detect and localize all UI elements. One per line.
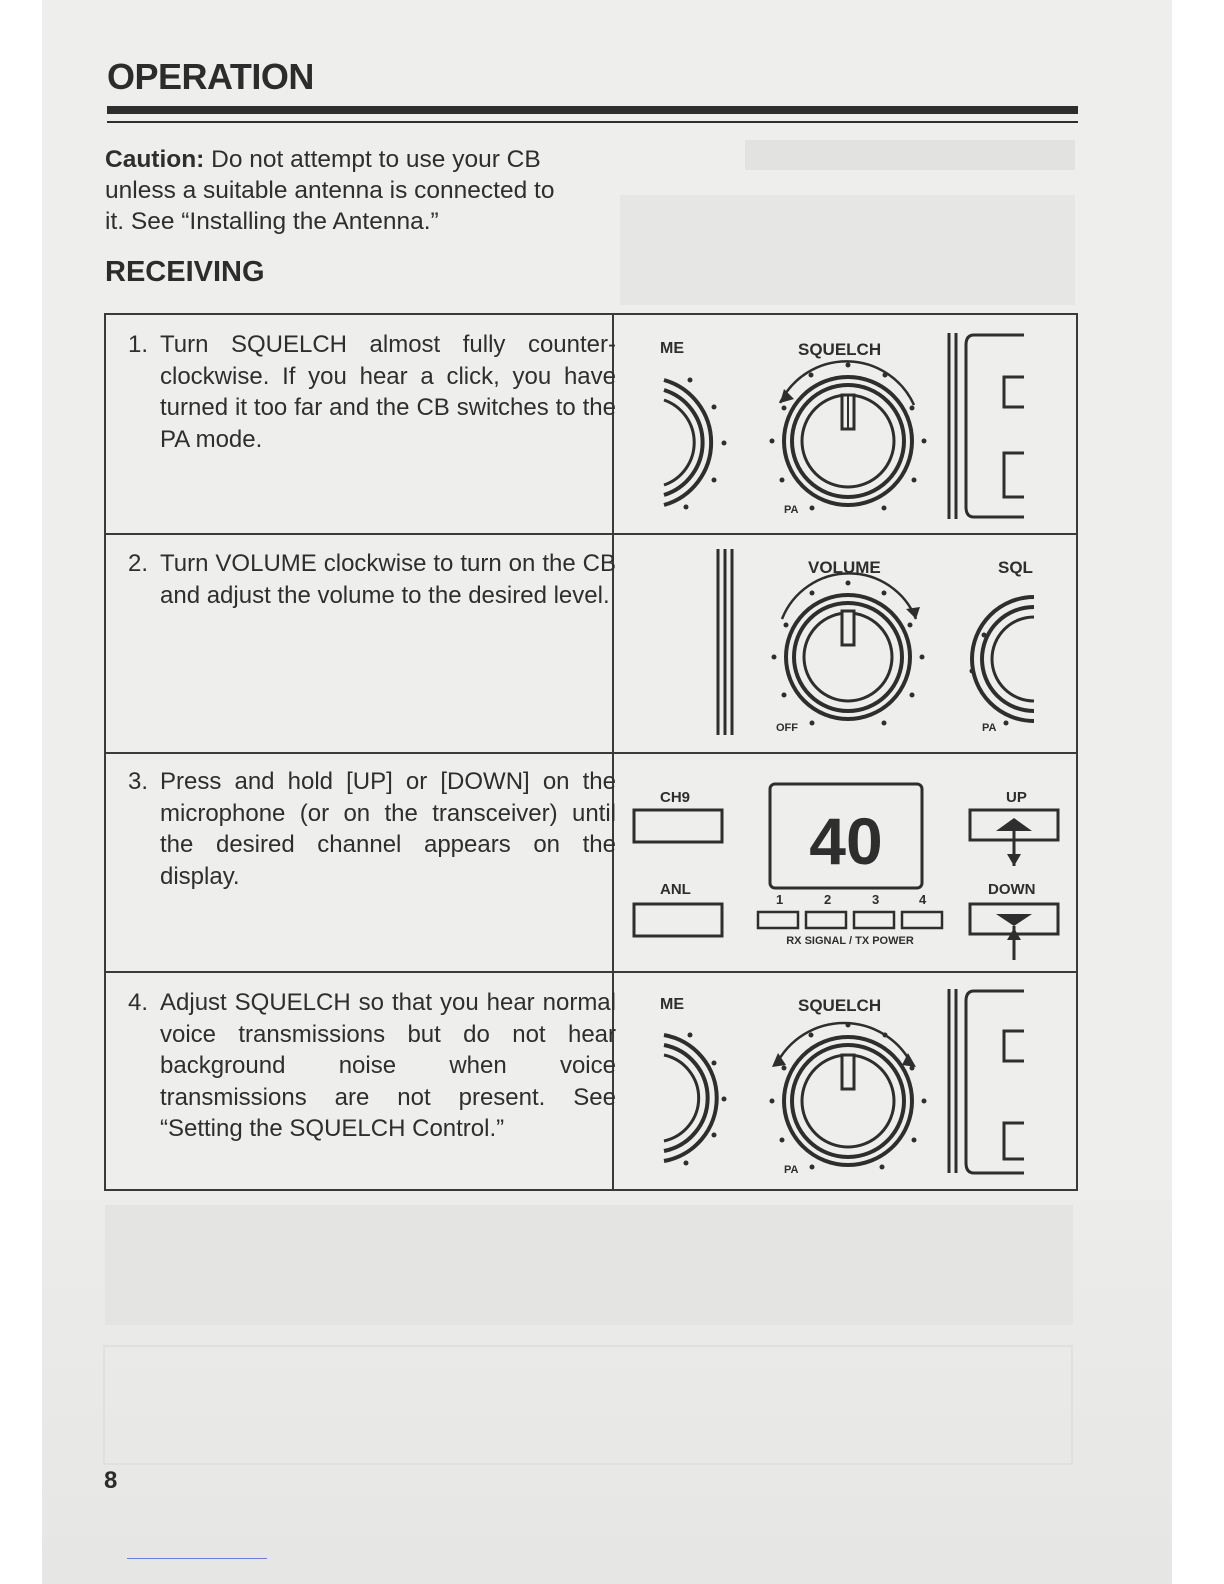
up-label: UP xyxy=(1006,789,1027,806)
squelch-knob-label: SQUELCH xyxy=(798,996,882,1015)
press-arrow-icon xyxy=(1007,854,1021,866)
caution-label: Caution: xyxy=(105,146,205,173)
caution-note xyxy=(105,144,575,237)
step-number: 2. xyxy=(128,550,149,577)
up-arrow-icon xyxy=(996,818,1032,831)
step-instruction: Press and hold [UP] or [DOWN] on the microphone (or on the transceiver) until the desired channel appears on the display. xyxy=(160,768,616,890)
steps-table xyxy=(104,313,1078,1191)
off-label: OFF xyxy=(776,722,798,734)
title-rule-thin xyxy=(107,121,1078,123)
step-number: 3. xyxy=(128,768,149,795)
anl-label: ANL xyxy=(660,881,691,898)
caution-text: Do not attempt to use your CB unless a suitable antenna is connected to it. See “Installing the Antenna.” xyxy=(105,146,555,235)
volume-partial-label: ME xyxy=(660,996,684,1013)
step-instruction: Turn VOLUME clockwise to turn on the CB and adjust the volume to the desired level. xyxy=(160,550,616,609)
volume-partial-label: ME xyxy=(660,340,684,357)
squelch-partial-label: SQL xyxy=(998,558,1033,577)
meter-caption: RX SIGNAL / TX POWER xyxy=(786,935,914,947)
volume-tick-dots xyxy=(684,1033,727,1166)
down-label: DOWN xyxy=(988,881,1036,898)
step-2-text xyxy=(128,548,616,611)
channel-diagram xyxy=(614,754,1076,972)
squelch-adjust-illustration xyxy=(614,973,1076,1191)
channel-display-value: 40 xyxy=(809,804,883,878)
pa-label: PA xyxy=(784,504,799,516)
page-title: OPERATION xyxy=(107,56,314,97)
ccw-arrow-icon xyxy=(772,1053,786,1067)
meter-number: 4 xyxy=(919,892,927,907)
volume-knob-partial xyxy=(664,380,711,505)
volume-knob-label: VOLUME xyxy=(808,558,881,577)
title-rule-thick xyxy=(107,106,1078,114)
channel-illustration xyxy=(614,754,1076,972)
squelch-knob xyxy=(776,1023,912,1165)
volume-illustration xyxy=(614,535,1076,753)
meter-number: 2 xyxy=(824,892,832,907)
squelch-illustration xyxy=(614,315,1076,533)
step-instruction: Adjust SQUELCH so that you hear normal voice transmissions but do not hear background noise when voice transmissions are not present. See “Setting the SQUELCH Control.” xyxy=(160,989,616,1142)
squelch-diagram xyxy=(614,315,1076,533)
panel-edge-lines xyxy=(718,549,732,735)
pa-label: PA xyxy=(982,722,997,734)
panel-edge-buttons xyxy=(949,333,1024,519)
meter-number: 3 xyxy=(872,892,880,907)
ch9-button xyxy=(634,810,722,842)
volume-diagram xyxy=(614,535,1076,753)
panel-edge-buttons xyxy=(949,989,1024,1173)
meter-number: 1 xyxy=(776,892,784,907)
cw-arrow-icon xyxy=(902,1053,916,1067)
pa-label: PA xyxy=(784,1164,799,1176)
squelch-knob-partial xyxy=(972,597,1034,721)
page-number: 8 xyxy=(104,1467,118,1494)
squelch-knob xyxy=(780,361,914,505)
squelch-knob-label: SQUELCH xyxy=(798,340,882,359)
up-button xyxy=(970,810,1058,866)
step-number: 1. xyxy=(128,331,149,358)
down-button xyxy=(970,904,1058,960)
scan-artifact-line xyxy=(127,1558,267,1559)
step-instruction: Turn SQUELCH almost fully counter-clockwise. If you hear a click, you have turned it too far and the CB switches to the PA mode. xyxy=(160,331,616,453)
anl-button xyxy=(634,904,722,936)
ch9-label: CH9 xyxy=(660,789,691,806)
down-arrow-icon xyxy=(996,914,1032,926)
step-number: 4. xyxy=(128,989,149,1016)
volume-knob-partial xyxy=(664,1035,717,1161)
step-3-text xyxy=(128,766,616,892)
step-1-text xyxy=(128,329,616,455)
cw-arrow-icon xyxy=(906,607,920,619)
volume-knob xyxy=(782,573,916,719)
squelch-adjust-diagram xyxy=(614,973,1076,1191)
section-title: RECEIVING xyxy=(105,256,265,288)
signal-meter xyxy=(758,892,942,947)
step-4-text xyxy=(128,987,616,1145)
